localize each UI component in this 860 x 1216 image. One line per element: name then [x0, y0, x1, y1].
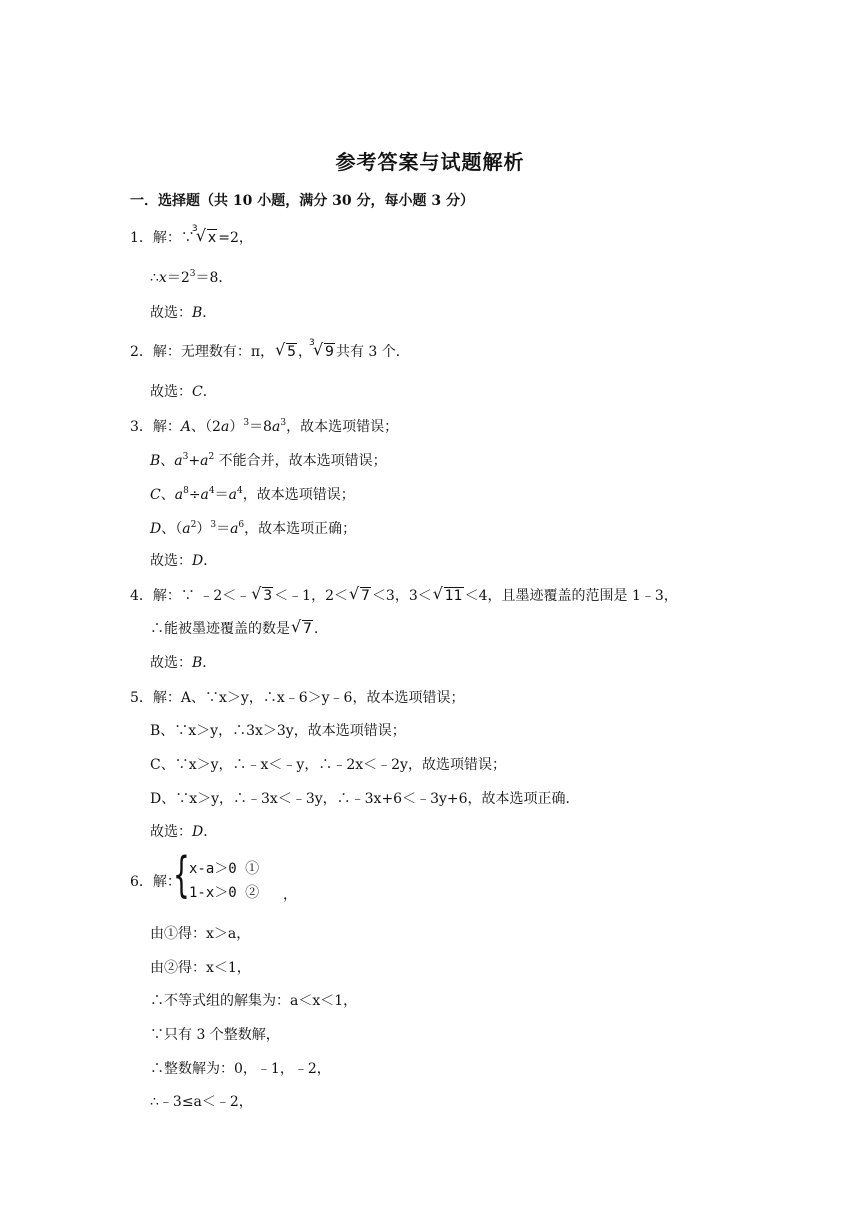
q2-answer: 故选：C．: [150, 384, 217, 400]
inequality-2: 1-x＞0 ②: [189, 885, 260, 901]
q1-answer: 故选：B．: [150, 305, 217, 321]
q5-option-a: 5．解：A、∵x＞y，∴x﹣6＞y﹣6，故本选项错误；: [130, 690, 465, 706]
sqrt-5: √ 5: [275, 340, 297, 360]
q5-option-d: D、∵x＞y，∴﹣3x＜﹣3y，∴﹣3x+6＜﹣3y+6，故本选项正确．: [150, 791, 580, 807]
q2-line1: 2．解：无理数有：π， √ 5 ， 3 √ 9 共有 3 个．: [130, 338, 410, 360]
q6-line1: 由①得：x＞a，: [150, 926, 251, 942]
section-heading: 一．选择题（共 10 小题，满分 30 分，每小题 3 分）: [130, 193, 474, 209]
sqrt-11: √ 11: [432, 584, 463, 604]
q4-answer: 故选：B．: [150, 655, 217, 671]
brace: {: [173, 847, 190, 903]
q3-option-a: 3．解：A、$(2a)^3=8a^3$，故本选项错误；: [130, 418, 399, 435]
q6-line3: ∴不等式组的解集为：a＜x＜1，: [150, 993, 358, 1009]
q1-line2: $\therefore x=2^3=8$．: [150, 269, 233, 286]
q1-prefix: 1．解：∵: [130, 230, 195, 246]
q1-line1: [130, 224, 253, 248]
q4-line1: 4．解：∵ ﹣2＜﹣ √ 3 ＜﹣1，2＜ √ 7 ＜3，3＜ √ 11 ＜4，且墨迹覆盖的范围是 1﹣3，: [130, 584, 678, 604]
radicand: x: [207, 230, 217, 246]
q3-option-c: C、$a^8\div a^4=a^4$，故本选项错误；: [150, 486, 355, 503]
q3-option-d: D、$(a^2)^3=a^6$，故本选项正确；: [150, 520, 357, 537]
q6-line4: ∵只有 3 个整数解，: [150, 1027, 280, 1043]
q3-answer: 故选：D．: [150, 553, 218, 569]
sqrt-7: √ 7: [349, 584, 370, 604]
q5-option-b: B、∵x＞y，∴3x＞3y，故本选项错误；: [150, 723, 406, 739]
q6-prefix: 6．解：: [130, 874, 181, 890]
q4-line2: ∴能被墨迹覆盖的数是 √ 7 .: [150, 617, 319, 637]
q5-answer: 故选：D．: [150, 824, 218, 840]
q6-line6: ∴﹣3≤a＜﹣2，: [150, 1094, 253, 1110]
q6-line5: ∴整数解为：0，﹣1，﹣2，: [150, 1061, 331, 1077]
q5-option-c: C、∵x＞y，∴﹣x＜﹣y，∴﹣2x＜﹣2y，故选项错误；: [150, 757, 506, 773]
sqrt-3: √ 3: [251, 584, 273, 604]
q6-line2: 由②得：x＜1，: [150, 960, 251, 976]
q3-option-b: B、$a^3+a^2$ 不能合并，故本选项错误；: [150, 452, 387, 469]
cube-root-9: 3 √ 9: [309, 338, 334, 360]
cube-root-x: 3 √ x: [196, 228, 217, 248]
inequality-1: x-a＞0 ①: [189, 861, 260, 877]
sqrt-7-answer: √ 7: [291, 617, 312, 637]
page-title: 参考答案与试题解析: [335, 150, 525, 174]
q1-rest: =2，: [218, 230, 253, 246]
root-index: 3: [191, 224, 198, 234]
inequality-system: { x-a＞0 ① 1-x＞0 ② ，: [173, 847, 297, 903]
